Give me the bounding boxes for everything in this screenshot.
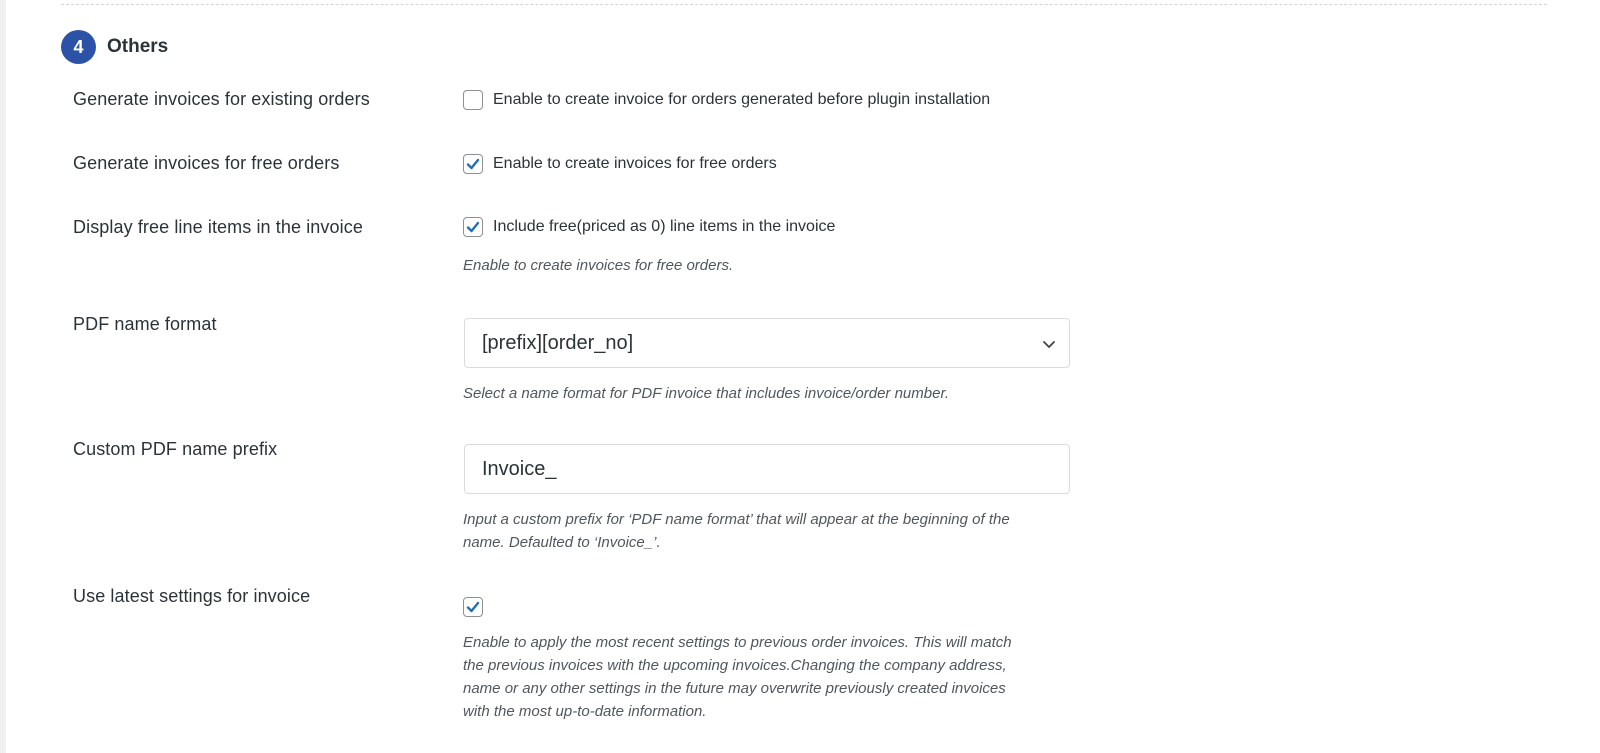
existing-orders-label: Generate invoices for existing orders bbox=[73, 89, 370, 109]
free-orders-checkbox[interactable] bbox=[463, 154, 483, 174]
pdf-name-format-select[interactable] bbox=[464, 318, 1070, 368]
free-orders-field bbox=[463, 154, 777, 174]
free-line-items-field bbox=[463, 217, 835, 237]
description-line: name. Defaulted to ‘Invoice_’. bbox=[463, 534, 661, 551]
free-line-items-description: Enable to create invoices for free orders. bbox=[463, 257, 734, 274]
checkmark-icon bbox=[466, 600, 480, 614]
description-line: the previous invoices with the upcoming invoices.Changing the company address, bbox=[463, 657, 1007, 674]
free-line-items-label: Display free line items in the invoice bbox=[73, 217, 363, 237]
latest-settings-label: Use latest settings for invoice bbox=[73, 586, 311, 606]
free-orders-checkbox-label[interactable]: Enable to create invoices for free orders bbox=[493, 155, 777, 172]
description-line: with the most up-to-date information. bbox=[463, 703, 707, 720]
section-divider bbox=[61, 4, 1547, 5]
description-line: Enable to apply the most recent settings to previous order invoices. This will match bbox=[463, 634, 1012, 651]
section-title: Others bbox=[107, 36, 169, 57]
pdf-name-prefix-label: Custom PDF name prefix bbox=[73, 439, 278, 459]
pdf-name-format-value: [prefix][order_no] bbox=[482, 331, 634, 354]
latest-settings-description bbox=[463, 631, 1012, 723]
section-header bbox=[61, 30, 168, 64]
description-line: Input a custom prefix for ‘PDF name format’ that will appear at the beginning of the bbox=[463, 511, 1010, 528]
pdf-name-format-description: Select a name format for PDF invoice that includes invoice/order number. bbox=[463, 385, 950, 402]
pdf-name-prefix-description bbox=[463, 508, 1010, 554]
pdf-name-format-label: PDF name format bbox=[73, 314, 217, 334]
pdf-name-prefix-input[interactable] bbox=[464, 444, 1070, 494]
existing-orders-checkbox-label[interactable]: Enable to create invoice for orders generated before plugin installation bbox=[493, 91, 991, 108]
existing-orders-checkbox[interactable] bbox=[463, 90, 483, 110]
latest-settings-field bbox=[463, 597, 483, 617]
free-orders-label: Generate invoices for free orders bbox=[73, 153, 340, 173]
checkmark-icon bbox=[466, 157, 480, 171]
latest-settings-checkbox[interactable] bbox=[463, 597, 483, 617]
free-line-items-checkbox[interactable] bbox=[463, 217, 483, 237]
description-line: name or any other settings in the future may overwrite previously created invoices bbox=[463, 680, 1006, 697]
checkmark-icon bbox=[466, 220, 480, 234]
pdf-name-prefix-value: Invoice_ bbox=[482, 457, 557, 480]
existing-orders-field bbox=[463, 90, 990, 110]
section-number-badge: 4 bbox=[61, 30, 96, 64]
chevron-down-icon bbox=[1041, 336, 1057, 352]
admin-sidebar-edge bbox=[0, 0, 6, 753]
free-line-items-checkbox-label[interactable]: Include free(priced as 0) line items in the invoice bbox=[493, 218, 836, 235]
